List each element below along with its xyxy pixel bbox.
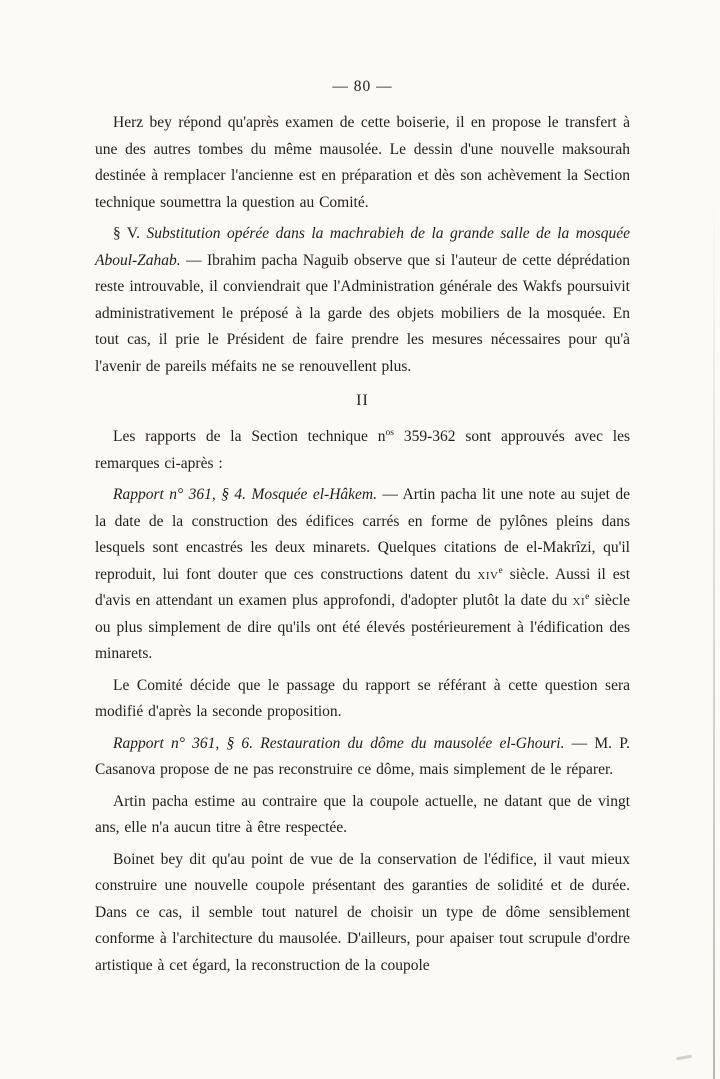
text-run-italic: Rapport n° 361, § 4. Mosquée el-Hâkem.: [113, 486, 377, 503]
text-run: — M. P. Casanova propose de ne pas reconstruire ce dôme, mais simplement de le réparer.: [95, 734, 630, 778]
paragraph: [95, 673, 630, 726]
paragraph: [95, 110, 630, 216]
text-run: — Ibrahim pacha Naguib observe que si l'auteur de cette déprédation reste introuvable, il conviendrait que l'Administration générale des Wakfs poursuivit administrativement le préposé à la garde des objets mobiliers de la mosquée. En tout cas, il prie le Président de faire prendre les mesures nécessaires pour qu'à l'avenir de pareils méfaits ne se renouvellent plus.: [95, 251, 630, 375]
text-run: Herz bey répond qu'après examen de cette boiserie, il en propose le transfert à une des autres tombes du même mausolée. Le dessin d'une nouvelle maksourah destinée à remplacer l'ancienne est en préparation et dès son achèvement la Section technique soumettra la question au Comité.: [95, 114, 630, 211]
paragraph: [95, 789, 630, 842]
section-heading: II: [356, 392, 369, 409]
paragraph: [95, 482, 630, 668]
text-run-smallcaps: xi: [572, 592, 586, 609]
text-run: — Artin pacha lit une note au sujet de la date de la construction des édifices carrés en forme de pylônes pleins dans lesquels sont encastrés les deux minarets. Quelques citations de el-Makrîzi, qu'il reproduit, lui font douter que ces constructions datent du: [95, 486, 630, 583]
text-run: Artin pacha estime au contraire que la coupole actuelle, ne datant que de vingt ans, elle n'a aucun titre à être respectée.: [95, 792, 630, 836]
text-run: Les rapports de la Section technique n: [113, 428, 386, 445]
text-run: Boinet bey dit qu'au point de vue de la conservation de l'édifice, il vaut mieux construire une nouvelle coupole présentant des garanties de solidité et de durée. Dans ce cas, il semble tout naturel de choisir un type de dôme sensiblement conforme à l'architecture du mausolée. D'ailleurs, pour apaiser tout scrupule d'ordre artistique à cet égard, la reconstruction de la coupole: [95, 850, 630, 974]
text-run: siècle ou plus simplement de dire qu'ils ont été élevés postérieurement à l'édification des minarets.: [95, 592, 630, 662]
text-run-italic: Rapport n° 361, § 6. Restauration du dôme du mausolée el-Ghouri.: [113, 734, 565, 752]
scan-edge-artifact: [713, 0, 715, 1079]
text-run-sup: e: [585, 590, 590, 602]
text-run-italic: Substitution opérée dans la machrabieh de la grande salle de la mosquée Aboul-Zahab.: [95, 225, 630, 269]
paragraph: [95, 731, 630, 784]
text-run: § V.: [113, 225, 147, 242]
paragraph: [95, 221, 630, 380]
text-run-sup: os: [385, 426, 395, 438]
text-run: siècle. Aussi il est d'avis en attendant un examen plus approfondi, d'adopter plutôt la date du: [95, 565, 630, 609]
text-run: 359-362 sont approuvés avec les remarques ci-après :: [95, 428, 630, 472]
paragraph: [95, 847, 630, 980]
text-run: Le Comité décide que le passage du rapport se référant à cette question sera modifié d'après la seconde proposition.: [95, 676, 630, 720]
text-run-smallcaps: xiv: [477, 565, 499, 583]
page-number: — 80 —: [332, 78, 393, 95]
scan-corner-artifact: [676, 1055, 692, 1061]
text-run-sup: e: [498, 564, 503, 576]
paragraph: [95, 424, 630, 477]
page-body: [95, 110, 630, 979]
